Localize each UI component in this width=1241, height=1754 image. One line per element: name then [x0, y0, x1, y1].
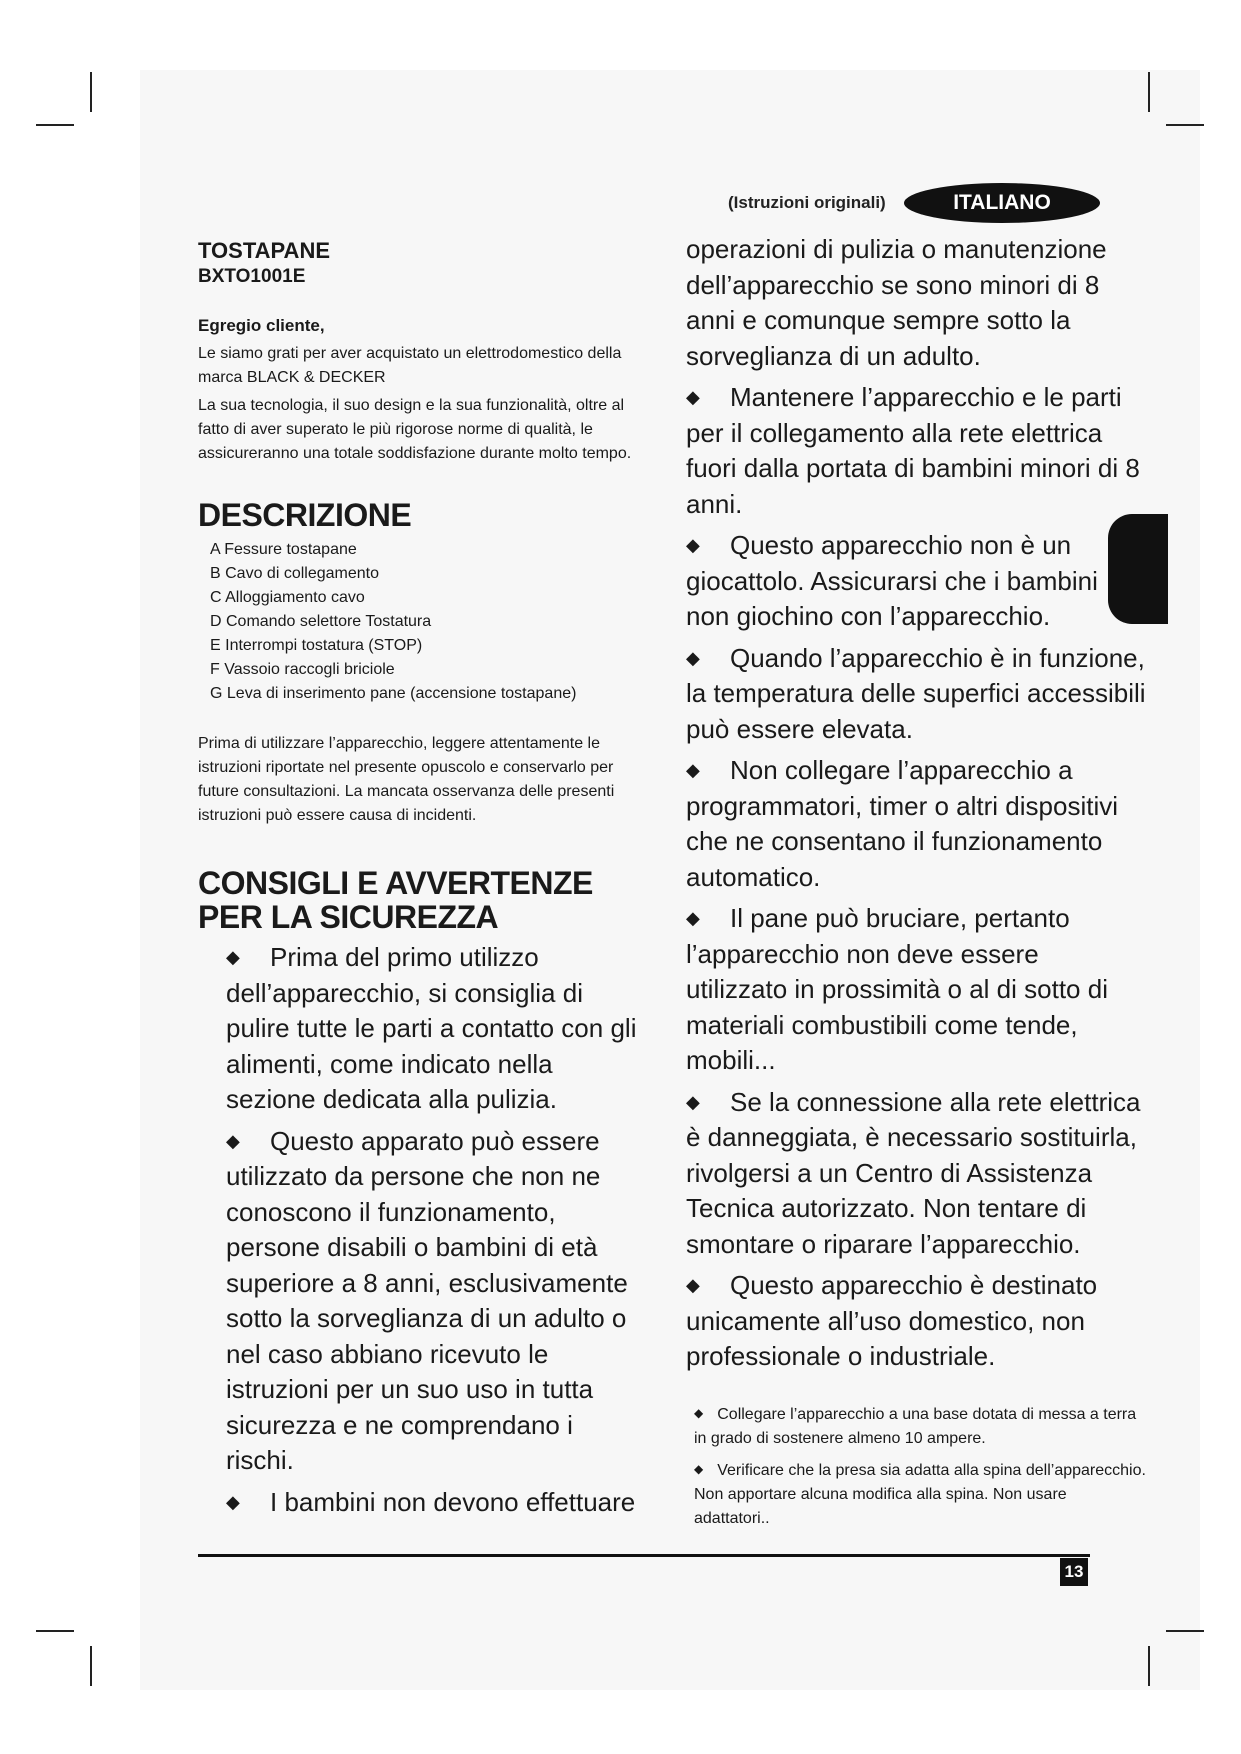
safety-item-text: Questo apparecchio non è un giocattolo. Assicurarsi che i bambini non giochino con l’apparecchio. — [686, 530, 1098, 631]
parts-list-item: A Fessure tostapane — [210, 541, 357, 558]
safety-item — [686, 1085, 1146, 1263]
safety-note — [686, 1401, 1146, 1451]
safety-heading-line2: PER LA SICUREZZA — [198, 899, 499, 935]
crop-mark — [36, 124, 74, 126]
usage-notice: Prima di utilizzare l’apparecchio, leggere attentamente le istruzioni riportate nel presente opuscolo e conservarlo per future consultazioni. La mancata osservanza delle presenti istruzioni può essere causa di incidenti. — [198, 735, 615, 824]
parts-list-item: B Cavo di collegamento — [210, 565, 379, 582]
safety-note-text: Verificare che la presa sia adatta alla spina dell’apparecchio. Non apportare alcuna modifica alla spina. Non usare adattatori.. — [694, 1461, 1146, 1527]
bullet-diamond-icon: ◆ — [686, 535, 700, 555]
product-model: BXTO1001E — [198, 266, 306, 287]
greeting: Egregio cliente, — [198, 316, 325, 335]
safety-item — [686, 528, 1146, 635]
crop-mark — [36, 1630, 74, 1632]
crop-mark — [90, 1646, 92, 1686]
bullet-diamond-icon: ◆ — [226, 1130, 240, 1151]
bullet-diamond-icon: ◆ — [226, 947, 240, 967]
crop-mark — [1148, 1646, 1150, 1686]
original-instructions-note: (Istruzioni originali) — [728, 193, 886, 212]
safety-item — [686, 753, 1146, 895]
page-number: 13 — [1060, 1558, 1088, 1586]
parts-list-item: G Leva di inserimento pane (accensione tostapane) — [210, 685, 577, 702]
safety-item — [686, 641, 1146, 748]
safety-item-text: Il pane può bruciare, pertanto l’apparecchio non deve essere utilizzato in prossimità o al di sotto di materiali combustibili come tende, mobili... — [686, 903, 1108, 1075]
footer-rule — [198, 1554, 1090, 1557]
bullet-diamond-icon: ◆ — [226, 1491, 240, 1512]
safety-continuation: operazioni di pulizia o manutenzione dell’apparecchio se sono minori di 8 anni e comunque sempre sotto la sorveglianza di un adulto. — [686, 234, 1107, 371]
bullet-diamond-icon: ◆ — [686, 1091, 700, 1112]
safety-item-text: Non collegare l’apparecchio a programmatori, timer o altri dispositivi che ne consentano il funzionamento automatico. — [686, 755, 1119, 892]
bullet-diamond-icon: ◆ — [686, 647, 700, 668]
parts-list-item: C Alloggiamento cavo — [210, 589, 365, 606]
page-header — [720, 183, 1100, 223]
product-title: TOSTAPANE — [198, 238, 331, 263]
bullet-diamond-icon: ◆ — [686, 1275, 700, 1295]
language-badge: ITALIANO — [904, 183, 1100, 223]
crop-mark — [1166, 124, 1204, 126]
safety-item-text: Mantenere l’apparecchio e le parti per il collegamento alla rete elettrica fuori dalla portata di bambini minori di 8 anni. — [686, 382, 1140, 519]
bullet-diamond-icon: ◆ — [694, 1461, 704, 1476]
bullet-diamond-icon: ◆ — [686, 908, 700, 928]
safety-note — [686, 1457, 1146, 1531]
parts-list-item: E Interrompi tostatura (STOP) — [210, 637, 423, 654]
section-heading-description: DESCRIZIONE — [198, 497, 412, 533]
safety-item-text: Quando l’apparecchio è in funzione, la temperatura delle superfici accessibili può essere elevata. — [686, 642, 1146, 744]
safety-item-text: Questo apparecchio è destinato unicamente all’uso domestico, non professionale o industriale. — [686, 1270, 1098, 1371]
intro-paragraph: La sua tecnologia, il suo design e la sua funzionalità, oltre al fatto di aver superato le più rigorose norme di qualità, le assicureranno una totale soddisfazione durante molto tempo. — [198, 397, 632, 462]
bullet-diamond-icon: ◆ — [686, 760, 700, 780]
crop-mark — [90, 72, 92, 112]
safety-item-text: Questo apparato può essere utilizzato da persone che non ne conoscono il funzionamento, persone disabili o bambini di età superiore a 8 anni, esclusivamente sotto la sorveglianza di un adulto o nel caso abbiano ricevuto le istruzioni per un suo uso in tutta sicurezza e ne comprendano i rischi. — [226, 1125, 628, 1475]
crop-mark — [1166, 1630, 1204, 1632]
safety-item — [198, 940, 638, 1118]
safety-item — [686, 1268, 1146, 1375]
parts-list — [210, 538, 638, 706]
intro-paragraph: Le siamo grati per aver acquistato un elettrodomestico della marca BLACK & DECKER — [198, 345, 622, 386]
parts-list-item: D Comando selettore Tostatura — [210, 613, 432, 630]
safety-item — [198, 1124, 638, 1479]
safety-item — [686, 380, 1146, 522]
right-column — [686, 232, 1146, 1531]
safety-item-text: Prima del primo utilizzo dell’apparecchio, si consiglia di pulire tutte le parti a contatto con gli alimenti, come indicato nella sezione dedicata alla pulizia. — [226, 942, 637, 1114]
safety-item — [198, 1485, 638, 1521]
safety-note-text: Collegare l’apparecchio a una base dotata di messa a terra in grado di sostenere almeno 10 ampere. — [694, 1405, 1137, 1447]
left-column — [198, 238, 638, 1526]
parts-list-item: F Vassoio raccogli briciole — [210, 661, 395, 678]
safety-item-text: I bambini non devono effettuare — [270, 1486, 636, 1517]
bullet-diamond-icon: ◆ — [686, 387, 700, 407]
crop-mark — [1148, 72, 1150, 112]
safety-heading-line1: CONSIGLI E AVVERTENZE — [198, 865, 593, 901]
safety-item — [686, 901, 1146, 1079]
section-heading-safety — [198, 866, 638, 934]
safety-item-text: Se la connessione alla rete elettrica è danneggiata, è necessario sostituirla, rivolgersi a un Centro di Assistenza Tecnica autorizzato. Non tentare di smontare o riparare l’apparecchio. — [686, 1086, 1141, 1259]
bullet-diamond-icon: ◆ — [694, 1405, 704, 1420]
